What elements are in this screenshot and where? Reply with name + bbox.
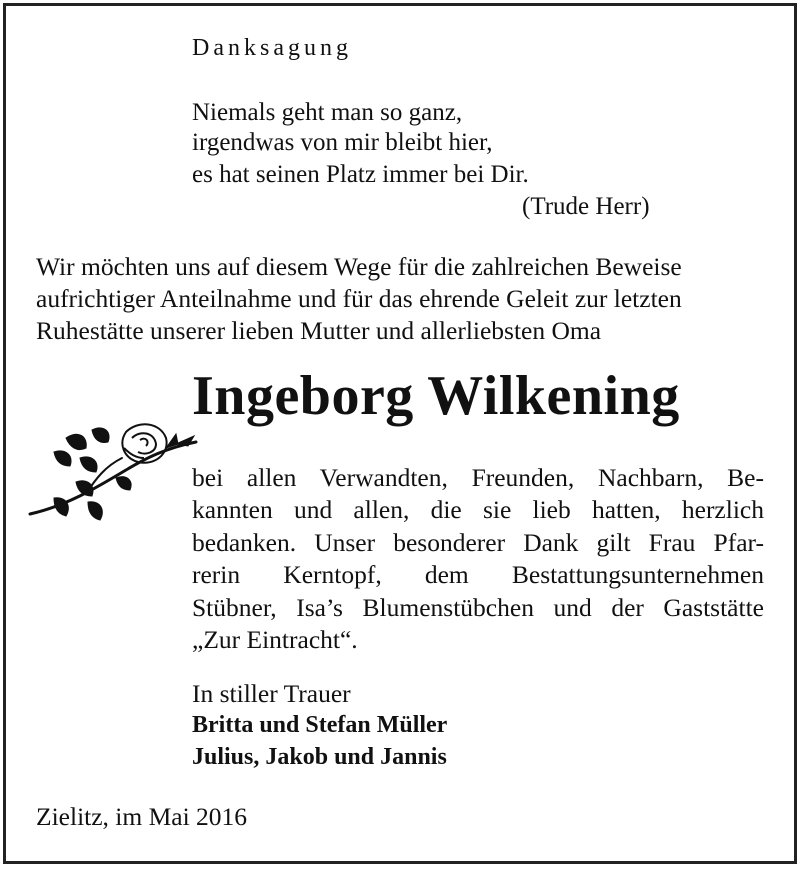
- thanks-line-6: „Zur Eintracht“.: [192, 625, 358, 654]
- intro-line-1: Wir möchten uns auf diesem Wege für die zahlreichen Beweise: [36, 252, 682, 281]
- poem-line-1: Niemals geht man so ganz,: [192, 99, 463, 126]
- rose-icon: [26, 418, 206, 528]
- thanks-line-4: rerin Kerntopf, dem Bestattungsunternehmen: [192, 562, 764, 589]
- notice-heading: Danksagung: [192, 35, 352, 61]
- signatory-line-2: Julius, Jakob und Jannis: [192, 744, 447, 770]
- deceased-name: Ingeborg Wilkening: [192, 365, 680, 427]
- thanks-line-3: bedanken. Unser besonderer Dank gilt Frau Pfar-: [192, 530, 764, 557]
- thanks-line-1: bei allen Verwandten, Freunden, Nachbarn, Be-: [192, 465, 764, 492]
- poem-line-2: irgendwas von mir bleibt hier,: [192, 129, 493, 156]
- intro-line-2: aufrichtiger Anteilnahme und für das ehrende Geleit zur letzten: [36, 284, 682, 313]
- poem-attribution: (Trude Herr): [522, 193, 650, 220]
- mourning-label: In stiller Trauer: [192, 679, 351, 708]
- poem-line-3: es hat seinen Platz immer bei Dir.: [192, 161, 529, 188]
- thanks-line-2: kannten und allen, die sie lieb hatten, herzlich: [192, 497, 764, 524]
- place-date: Zielitz, im Mai 2016: [36, 802, 248, 831]
- thanks-line-5: Stübner, Isa’s Blumenstübchen und der Gaststätte: [192, 595, 764, 622]
- intro-line-3: Ruhestätte unserer lieben Mutter und allerliebsten Oma: [36, 316, 602, 345]
- signatory-line-1: Britta und Stefan Müller: [192, 712, 448, 738]
